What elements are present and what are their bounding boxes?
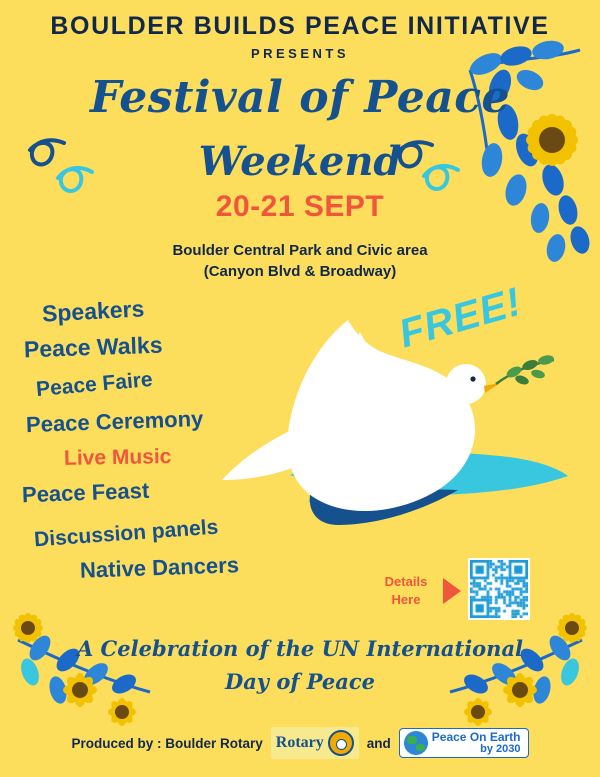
rotary-logo xyxy=(271,727,359,759)
venue-block xyxy=(0,240,600,282)
details-line-1: Details xyxy=(384,574,428,589)
list-item: Peace Faire xyxy=(35,367,154,402)
list-item: Native Dancers xyxy=(79,552,240,583)
rotary-label: Rotary xyxy=(275,734,324,751)
details-line-2: Here xyxy=(391,592,421,607)
list-item: Live Music xyxy=(63,445,172,470)
list-item: Peace Ceremony xyxy=(25,405,204,438)
celebration-line-1: A Celebration of the UN International xyxy=(76,636,524,661)
page-title: BOULDER BUILDS PEACE INITIATIVE xyxy=(50,12,550,40)
event-title: Festival of Peace xyxy=(89,72,511,123)
peace-on-earth-logo xyxy=(399,728,529,758)
qr-code-icon[interactable] xyxy=(468,558,530,620)
and-label: and xyxy=(366,735,391,751)
footer xyxy=(0,719,600,767)
celebration-text xyxy=(0,632,600,698)
venue-line-2: (Canyon Blvd & Broadway) xyxy=(203,263,397,280)
list-item: Discussion panels xyxy=(33,515,219,552)
celebration-line-2: Day of Peace xyxy=(224,669,376,694)
details-here-label xyxy=(376,573,436,609)
globe-icon xyxy=(404,731,428,755)
event-subtitle: Weekend xyxy=(198,138,402,185)
poe-line-2: by 2030 xyxy=(480,743,521,755)
free-badge: FREE! xyxy=(394,279,527,357)
peace-on-earth-text xyxy=(432,731,521,755)
rotary-wheel-icon xyxy=(328,730,354,756)
list-item: Peace Feast xyxy=(21,477,150,508)
venue-line-1: Boulder Central Park and Civic area xyxy=(172,242,428,259)
event-dates: 20-21 SEPT xyxy=(215,190,385,223)
arrow-right-icon xyxy=(443,578,461,604)
presents-label: PRESENTS xyxy=(250,46,350,61)
list-item: Speakers xyxy=(41,295,145,327)
produced-by-label: Produced by : Boulder Rotary xyxy=(71,735,263,751)
poe-line-1: Peace On Earth xyxy=(431,730,521,744)
list-item: Peace Walks xyxy=(23,331,163,363)
